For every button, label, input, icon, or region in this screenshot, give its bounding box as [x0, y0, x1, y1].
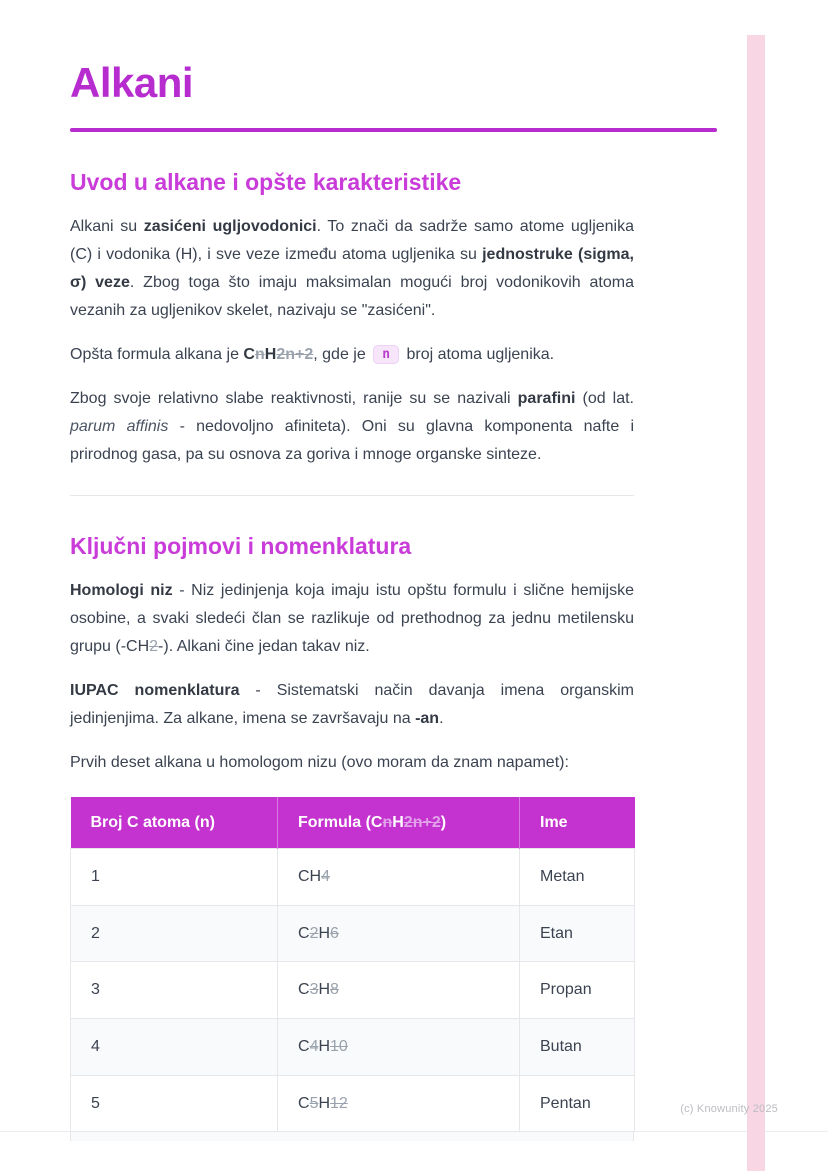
table-row	[71, 1075, 635, 1132]
formula-subscript: 5	[309, 1094, 319, 1112]
formula-subscript: 4	[321, 868, 331, 886]
cell-ime: Metan	[520, 849, 635, 906]
cell-formula	[278, 1019, 520, 1076]
text-segment: - nedovoljno afiniteta). Oni su glavna komponenta nafte i prirodnog gasa, pa su osnova za goriva i mnoge organske sinteze.	[70, 417, 635, 463]
cell-ime: Butan	[520, 1019, 635, 1076]
header-formula-subscript: 2n+2	[403, 813, 441, 831]
cell-formula	[278, 1075, 520, 1132]
table-header-row	[71, 797, 635, 849]
formula-text: C	[298, 924, 310, 942]
section-heading-uvod: Uvod u alkane i opšte karakteristike	[70, 169, 462, 196]
text-segment: Alkani su	[70, 217, 144, 235]
section-heading-pojmovi: Ključni pojmovi i nomenklatura	[70, 532, 412, 559]
text-segment: . To znači da sadrže samo atome ugljenika (C) i vodonika (H), i sve veze između atoma ugljenika su	[70, 217, 634, 263]
formula-subscript: 3	[309, 981, 319, 999]
text-segment: -). Alkani čine jedan takav niz.	[158, 637, 370, 655]
table-row	[71, 962, 635, 1019]
document-page	[70, 0, 634, 1141]
copyright-text: (c) Knowunity 2025	[680, 1103, 778, 1115]
text-segment: Opšta formula alkana je	[70, 345, 244, 363]
formula-subscript: n	[254, 345, 265, 363]
section-divider	[70, 495, 634, 496]
formula-text: CH	[298, 868, 322, 886]
paragraph-intro-1	[70, 213, 634, 325]
text-segment: - Sistematski način davanja imena organskim jedinjenjima. Za alkane, imena se završavaju na	[70, 681, 634, 727]
table-row	[71, 1019, 635, 1076]
clipped-table-row	[70, 1132, 634, 1141]
header-broj-c-atoma: Broj C atoma (n)	[71, 797, 278, 849]
paragraph-iupac	[70, 677, 634, 733]
formula	[243, 346, 313, 363]
cell-broj: 5	[71, 1075, 278, 1132]
bold-segment: Homologi niz	[70, 581, 173, 599]
cell-broj: 4	[71, 1019, 278, 1076]
header-formula-text: Formula (C	[298, 813, 383, 831]
formula-subscript: 2	[309, 924, 319, 942]
formula-text: H	[318, 1038, 331, 1056]
table-row	[71, 849, 635, 906]
text-segment: (od lat.	[575, 389, 635, 407]
bold-segment: -an	[415, 709, 440, 727]
formula-subscript: 2n+2	[276, 345, 314, 363]
header-formula-subscript: n	[382, 813, 393, 831]
cell-formula	[278, 905, 520, 962]
cell-ime: Propan	[520, 962, 635, 1019]
header-formula-text: H	[392, 813, 404, 831]
text-segment: broj atoma ugljenika.	[402, 345, 555, 363]
paragraph-formula	[70, 341, 634, 369]
cell-formula	[278, 849, 520, 906]
bold-segment: jednostruke (sigma, σ) veze	[70, 245, 635, 291]
formula-text: H	[264, 345, 277, 363]
header-formula	[278, 797, 520, 849]
text-segment: , gde je	[313, 345, 371, 363]
formula-text: C	[298, 981, 310, 999]
formula-text: C	[298, 1094, 310, 1112]
cell-broj: 1	[71, 849, 278, 906]
paragraph-homologi-niz	[70, 577, 634, 661]
cell-formula	[278, 962, 520, 1019]
bold-segment: zasićeni ugljovodonici	[143, 217, 317, 235]
formula-subscript: 4	[309, 1038, 319, 1056]
bold-segment: IUPAC nomenklatura	[70, 681, 240, 699]
formula-subscript: 10	[330, 1038, 348, 1056]
page-title: Alkani	[70, 59, 194, 106]
cell-broj: 3	[71, 962, 278, 1019]
header-formula-text: )	[440, 813, 447, 831]
alkanes-table	[70, 797, 635, 1133]
table-row	[71, 905, 635, 962]
title-divider	[70, 128, 717, 132]
cell-ime: Pentan	[520, 1075, 635, 1132]
header-ime: Ime	[520, 797, 635, 849]
text-segment: Zbog svoje relativno slabe reaktivnosti, ranije su se nazivali	[70, 389, 518, 407]
cell-ime: Etan	[520, 905, 635, 962]
formula-text: C	[298, 1038, 310, 1056]
text-segment: .	[439, 709, 444, 727]
formula-subscript: 8	[330, 981, 339, 999]
formula-text: H	[318, 1094, 331, 1112]
formula-text: C	[243, 345, 255, 363]
formula-subscript: 12	[330, 1094, 348, 1112]
italic-segment: parum affinis	[70, 417, 169, 435]
page-edge-stripe	[747, 35, 765, 1171]
inline-code-n: n	[373, 345, 399, 364]
formula-subscript: 6	[330, 924, 339, 942]
formula-subscript: 2	[149, 637, 159, 655]
paragraph-table-intro: Prvih deset alkana u homologom nizu (ovo moram da znam napamet):	[70, 753, 569, 771]
formula-text: H	[318, 924, 331, 942]
text-segment: . Zbog toga što imaju maksimalan mogući broj vodonikovih atoma vezanih za ugljenikov skelet, nazivaju se "zasićeni".	[70, 273, 634, 319]
cell-broj: 2	[71, 905, 278, 962]
text-segment: - Niz jedinjenja koja imaju istu opštu formulu i slične hemijske osobine, a svaki sledeći član se razlikuje od prethodnog za jednu metilensku grupu (-CH	[70, 581, 635, 655]
formula-text: H	[318, 981, 331, 999]
bold-segment: parafini	[517, 389, 576, 407]
paragraph-parafini	[70, 385, 634, 469]
